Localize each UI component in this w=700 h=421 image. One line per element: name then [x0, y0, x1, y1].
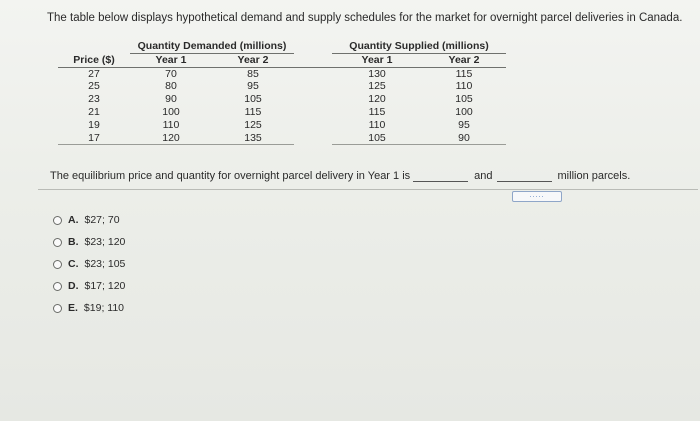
option-letter: B.: [68, 236, 79, 248]
radio-button-icon[interactable]: [53, 260, 62, 269]
expand-more-button[interactable]: .....: [512, 191, 562, 202]
price-cell: 27: [88, 67, 100, 80]
supply-year2-cell: 105: [455, 93, 473, 106]
demand-year2-cell: 135: [212, 132, 294, 145]
supply-year1-cell: 110: [368, 118, 386, 131]
option-letter: E.: [68, 302, 78, 314]
supply-year1-cell: 105: [332, 132, 422, 145]
table-row: [58, 119, 506, 132]
supply-year1-cell: 115: [368, 105, 386, 118]
supply-year2-cell: 115: [455, 67, 473, 80]
answer-blank-price[interactable]: [413, 171, 468, 182]
option-text: $23; 105: [84, 258, 126, 270]
option-text: $27; 70: [84, 214, 120, 226]
radio-button-icon[interactable]: [53, 282, 62, 291]
option-text: $19; 110: [83, 302, 125, 314]
price-cell: 17: [58, 132, 130, 145]
column-header-demand-year1: Year 1: [130, 53, 212, 67]
price-cell: 19: [88, 118, 100, 131]
radio-button-icon[interactable]: [53, 238, 62, 247]
question-sentence: [50, 170, 630, 182]
price-cell: 25: [88, 80, 100, 93]
demand-year1-cell: 110: [162, 118, 180, 131]
option-d[interactable]: [53, 275, 125, 297]
intro-text: The table below displays hypothetical demand and supply schedules for the market for overnight parcel deliveries in Canada.: [47, 12, 683, 24]
column-header-supply-year1: Year 1: [332, 53, 422, 67]
supply-year2-cell: 95: [458, 118, 470, 131]
demand-year2-cell: 125: [244, 118, 262, 131]
supply-year1-cell: 125: [368, 80, 386, 93]
column-header-price: Price ($): [58, 53, 130, 67]
price-cell: 23: [88, 93, 100, 106]
demand-year2-cell: 105: [244, 93, 262, 106]
answer-options: [53, 209, 125, 319]
supply-year2-cell: 90: [422, 132, 506, 145]
demand-year2-cell: 85: [247, 67, 259, 80]
demand-year2-cell: 95: [247, 80, 259, 93]
demand-year1-cell: 80: [165, 80, 177, 93]
table-row: [58, 132, 506, 145]
option-letter: A.: [68, 214, 79, 226]
column-header-supply-year2: Year 2: [422, 53, 506, 67]
supply-year2-cell: 100: [455, 105, 473, 118]
option-a[interactable]: [53, 209, 125, 231]
supply-year2-cell: 110: [455, 80, 473, 93]
group-demanded-header: Quantity Demanded (millions): [130, 40, 294, 53]
question-part1: The equilibrium price and quantity for overnight parcel delivery in Year 1 is: [50, 170, 411, 182]
option-c[interactable]: [53, 253, 125, 275]
question-part3: million parcels.: [557, 170, 631, 182]
demand-year1-cell: 70: [165, 67, 177, 80]
option-text: $23; 120: [84, 236, 126, 248]
radio-button-icon[interactable]: [53, 216, 62, 225]
option-letter: C.: [68, 258, 79, 270]
option-letter: D.: [68, 280, 79, 292]
table-row: [58, 93, 506, 106]
option-b[interactable]: [53, 231, 125, 253]
demand-year2-cell: 115: [244, 105, 262, 118]
divider: [38, 189, 698, 190]
option-e[interactable]: [53, 297, 125, 319]
price-cell: 21: [88, 105, 100, 118]
option-text: $17; 120: [84, 280, 126, 292]
supply-year1-cell: 120: [368, 93, 386, 106]
supply-year1-cell: 130: [368, 67, 386, 80]
question-part2: and: [474, 170, 493, 182]
demand-year1-cell: 90: [165, 93, 177, 106]
group-supplied-header: Quantity Supplied (millions): [332, 40, 506, 53]
schedule-table: [58, 40, 506, 145]
table-row: [58, 106, 506, 119]
demand-year1-cell: 100: [162, 105, 180, 118]
table-row: [58, 67, 506, 80]
demand-year1-cell: 120: [130, 132, 212, 145]
answer-blank-quantity[interactable]: [497, 171, 552, 182]
column-header-demand-year2: Year 2: [212, 53, 294, 67]
table-row: [58, 80, 506, 93]
radio-button-icon[interactable]: [53, 304, 62, 313]
